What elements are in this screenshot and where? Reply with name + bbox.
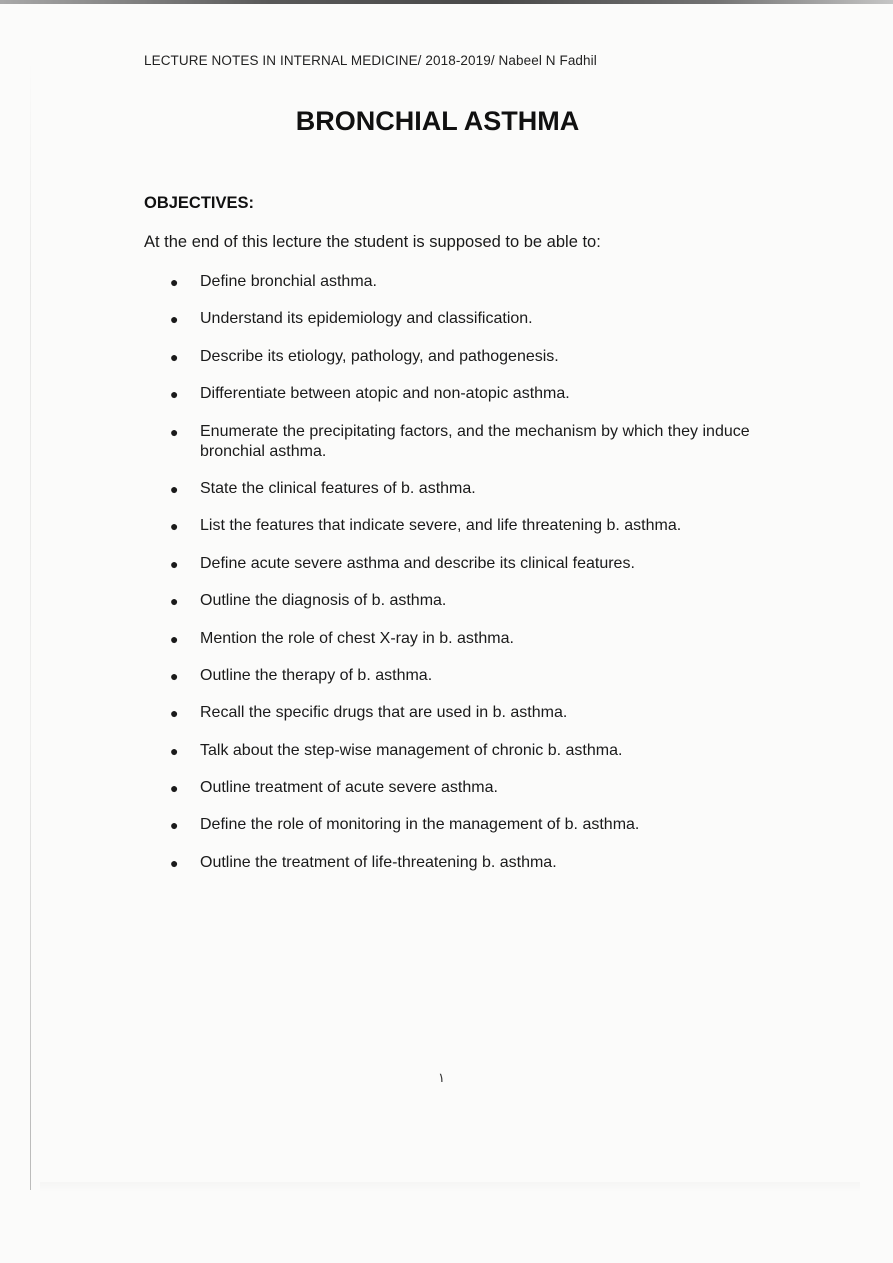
objective-text: Describe its etiology, pathology, and pathogenesis. [200,347,559,365]
objective-text: Define acute severe asthma and describe its clinical features. [200,554,635,572]
objective-text: Mention the role of chest X-ray in b. asthma. [200,629,514,647]
bullet-icon: ● [170,593,179,610]
objective-text: Define bronchial asthma. [200,273,377,290]
list-item [170,422,770,462]
bullet-icon: ● [170,555,179,572]
objective-text: Define the role of monitoring in the management of b. asthma. [200,816,640,834]
objective-text: Differentiate between atopic and non-atopic asthma. [200,385,570,403]
bullet-icon: ● [170,780,179,797]
bullet-icon: ● [170,705,179,722]
objective-text: Recall the specific drugs that are used in b. asthma. [200,704,568,722]
list-item [170,479,770,499]
list-item [170,629,770,649]
bullet-icon: ● [170,667,179,684]
page-title: BRONCHIAL ASTHMA [295,106,580,136]
bullet-icon: ● [170,817,179,834]
objective-text: State the clinical features of b. asthma. [200,479,476,497]
list-item [170,347,770,367]
objectives-intro: At the end of this lecture the student is supposed to be able to: [144,233,601,251]
bullet-icon: ● [170,311,179,328]
bullet-icon: ● [170,386,179,403]
list-item [170,853,770,873]
list-item [170,591,770,611]
objective-text: Enumerate the precipitating factors, and the mechanism by which they induce bronchial asthma. [200,422,750,460]
objective-text: Talk about the step-wise management of chronic b. asthma. [200,741,623,759]
scan-left-edge [30,60,31,1190]
list-item [170,516,770,536]
objective-text: Outline treatment of acute severe asthma. [200,779,498,797]
list-item [170,815,770,835]
objective-text: Understand its epidemiology and classification. [200,310,533,328]
list-item [170,554,770,574]
bullet-icon: ● [170,348,179,365]
list-item [170,703,770,723]
list-item [170,666,770,686]
bullet-icon: ● [170,423,179,440]
bullet-icon: ● [170,518,179,535]
bullet-icon: ● [170,630,179,647]
running-header: LECTURE NOTES IN INTERNAL MEDICINE/ 2018-2019/ Nabeel N Fadhil [144,53,597,68]
list-item [170,741,770,761]
list-item [170,384,770,404]
bullet-icon: ● [170,854,179,871]
objective-text: Outline the treatment of life-threatening b. asthma. [200,853,557,871]
scan-bottom-shadow [40,1182,860,1192]
bullet-icon: ● [170,742,179,759]
objective-text: Outline the therapy of b. asthma. [200,666,433,684]
scan-top-edge [0,0,893,4]
objective-text: List the features that indicate severe, and life threatening b. asthma. [200,517,682,535]
objectives-list [170,272,770,890]
objectives-heading: OBJECTIVES: [144,194,255,212]
list-item [170,272,770,292]
list-item [170,778,770,798]
objective-text: Outline the diagnosis of b. asthma. [200,592,447,610]
page-number: ١ [438,1070,445,1085]
bullet-icon: ● [170,274,179,290]
bullet-icon: ● [170,480,179,497]
list-item [170,309,770,329]
